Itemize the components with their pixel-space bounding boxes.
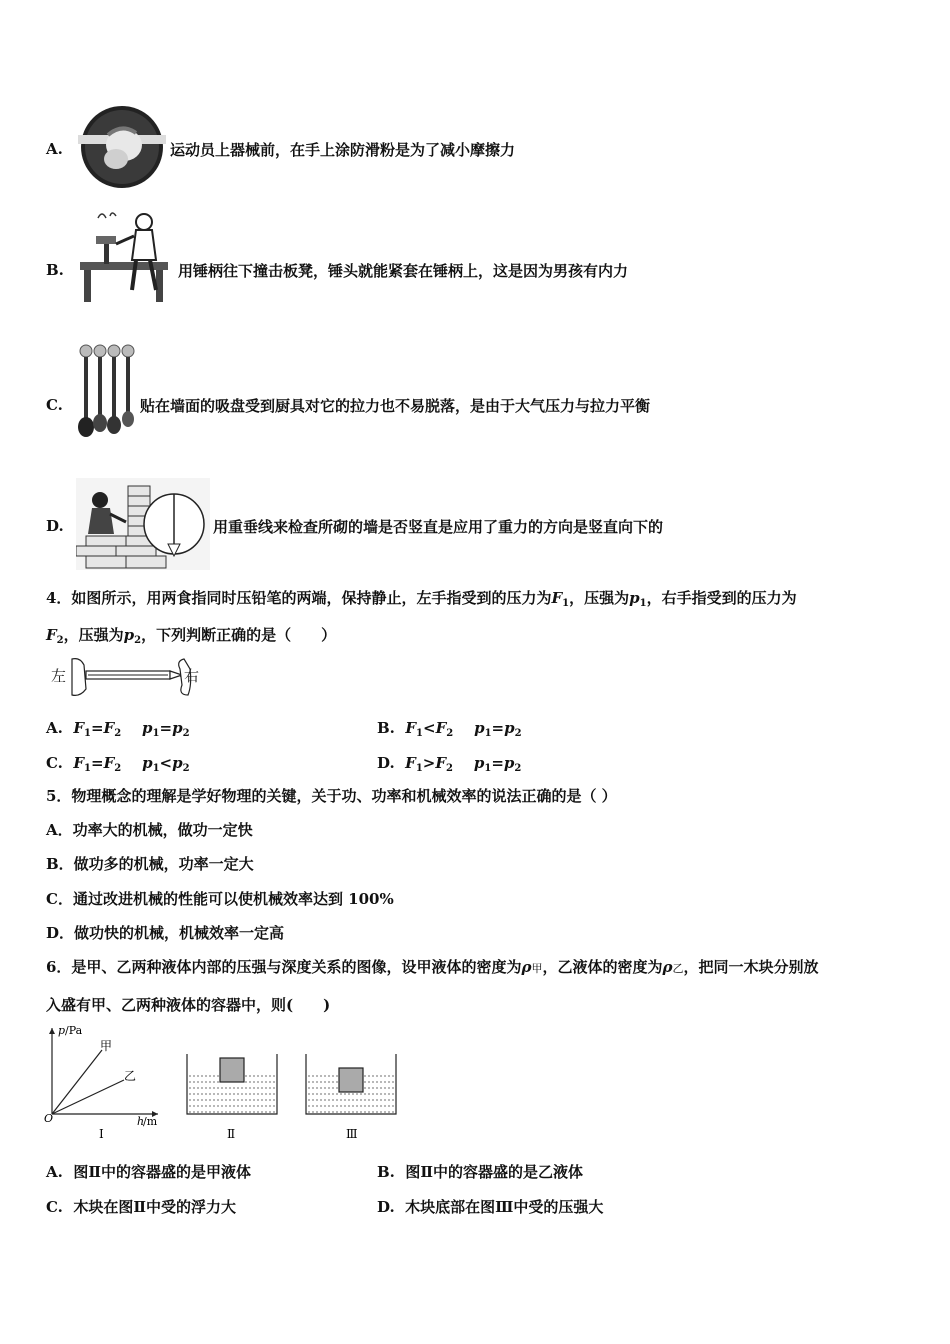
wood-block-3 [339, 1068, 363, 1092]
q4-stem-line2: $F_2$，压强为$p_2$，下列判断正确的是（ ） [46, 626, 337, 646]
fig-left-label: 左 [51, 667, 67, 685]
wood-block-2 [220, 1058, 244, 1082]
q6-option-d: D. 木块底部在图Ⅲ中受的压强大 [377, 1198, 604, 1216]
suction-cup-utensils-photo [76, 343, 136, 439]
container-3 [306, 1054, 396, 1141]
q3-option-b-letter: B. [46, 261, 64, 279]
pressure-depth-graph [44, 1024, 158, 1141]
q6-figures [40, 1022, 420, 1144]
gymnast-hands-photo [78, 105, 166, 189]
q4-option-a: A. $F_1=F_2$ $p_1=p_2$ [46, 719, 190, 739]
boy-hammer-bench-illustration [76, 210, 176, 306]
q3-option-a-letter: A. [46, 140, 63, 158]
svg-text:Ⅰ: Ⅰ [99, 1127, 104, 1141]
q6-option-b: B. 图Ⅱ中的容器盛的是乙液体 [377, 1163, 584, 1181]
svg-text:乙: 乙 [124, 1069, 137, 1083]
q4-option-c: C. $F_1=F_2$ $p_1<p_2$ [46, 754, 190, 774]
q4-stem-line1: 4．如图所示，用两食指同时压铅笔的两端，保持静止，左手指受到的压力为$F_1$，压强为$p_1$，右手指受到的压力为 [46, 589, 797, 609]
q5-option-b: B．做功多的机械，功率一定大 [46, 855, 254, 873]
svg-text:/m: /m [143, 1115, 158, 1128]
q3-option-c-letter: C. [46, 396, 63, 414]
q5-option-d: D．做功快的机械，机械效率一定高 [46, 924, 285, 942]
container-2 [187, 1054, 277, 1141]
bricklayer-plumb-line-illustration [76, 478, 210, 570]
q3-option-b-text: 用锤柄往下撞击板凳，锤头就能紧套在锤柄上，这是因为男孩有内力 [178, 262, 629, 280]
q4-option-b: B. $F_1<F_2$ $p_1=p_2$ [377, 719, 522, 739]
q6-stem-line2: 入盛有甲、乙两种液体的容器中，则( ) [46, 996, 331, 1014]
svg-text:h: h [137, 1115, 145, 1128]
q6-option-c: C. 木块在图Ⅱ中受的浮力大 [46, 1198, 237, 1216]
q6-option-a: A. 图Ⅱ中的容器盛的是甲液体 [46, 1163, 251, 1181]
q3-option-a-text: 运动员上器械前，在手上涂防滑粉是为了减小摩擦力 [170, 141, 516, 159]
line-yi [52, 1080, 124, 1114]
svg-text:O: O [44, 1112, 54, 1125]
line-jia [52, 1050, 102, 1114]
q3-option-d-letter: D. [46, 517, 64, 535]
svg-text:p: p [58, 1024, 66, 1037]
q4-option-d: D. $F_1>F_2$ $p_1=p_2$ [377, 754, 522, 774]
svg-text:Ⅱ: Ⅱ [227, 1127, 236, 1141]
svg-text:Ⅲ: Ⅲ [346, 1127, 358, 1141]
q5-stem: 5．物理概念的理解是学好物理的关键，关于功、功率和机械效率的说法正确的是（ ） [46, 787, 617, 805]
fig-right-label: 右 [184, 667, 200, 685]
q5-option-a: A．功率大的机械，做功一定快 [46, 821, 253, 839]
q3-option-c-text: 贴在墙面的吸盘受到厨具对它的拉力也不易脱落，是由于大气压力与拉力平衡 [140, 397, 651, 415]
q3-option-d-text: 用重垂线来检查所砌的墙是否竖直是应用了重力的方向是竖直向下的 [213, 518, 664, 536]
svg-text:/Pa: /Pa [65, 1024, 83, 1037]
svg-text:甲: 甲 [100, 1039, 113, 1053]
q6-stem-line1: 6．是甲、乙两种液体内部的压强与深度关系的图像，设甲液体的密度为ρ甲，乙液体的密度为ρ乙，把同一木块分别放 [46, 958, 819, 976]
pencil-fingers-figure [50, 655, 202, 699]
q5-option-c: C．通过改进机械的性能可以使机械效率达到 100% [46, 890, 394, 908]
